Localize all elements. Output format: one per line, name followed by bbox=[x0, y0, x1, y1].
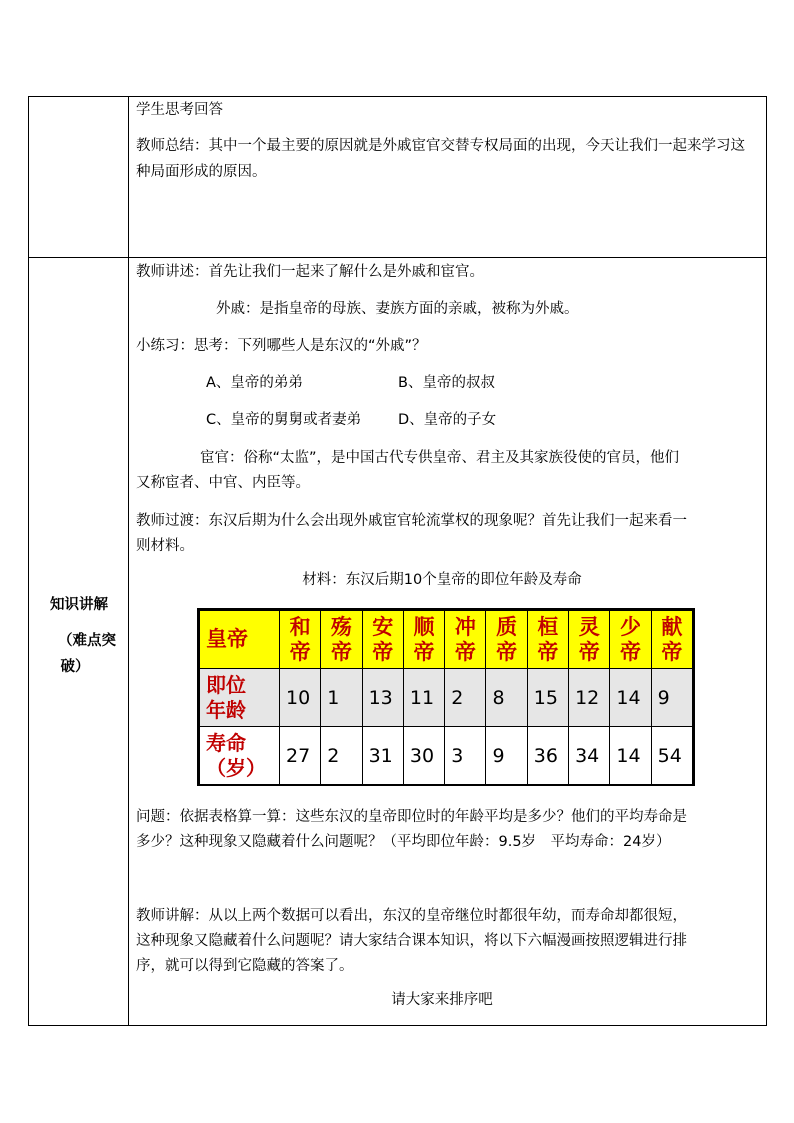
lifespan-label: 寿命 （岁） bbox=[200, 727, 280, 785]
option-b: B、皇帝的叔叔 bbox=[398, 375, 495, 391]
question-line2: 多少？这种现象又隐藏着什么问题呢？（平均即位年龄：9.5岁 平均寿命：24岁） bbox=[136, 834, 671, 850]
section-sublabel-1: （难点突 bbox=[58, 633, 116, 649]
row-divider bbox=[28, 257, 767, 258]
emperor-name: 献 帝 bbox=[651, 611, 692, 669]
table-cell: 10 bbox=[280, 669, 321, 727]
waiqi-definition: 外戚：是指皇帝的母族、妻族方面的亲戚，被称为外戚。 bbox=[216, 301, 579, 317]
option-c: C、皇帝的舅舅或者妻弟 bbox=[206, 412, 362, 428]
option-d: D、皇帝的子女 bbox=[398, 412, 497, 428]
emperor-age-table bbox=[197, 608, 695, 786]
table-cell: 8 bbox=[486, 669, 527, 727]
accession-age-label: 即位 年龄 bbox=[200, 669, 280, 727]
section-label: 知识讲解 bbox=[50, 597, 108, 613]
closing-text: 请大家来排序吧 bbox=[391, 992, 493, 1008]
table-cell: 2 bbox=[445, 669, 486, 727]
lecture-line2: 这种现象又隐藏着什么问题呢？请大家结合课本知识，将以下六幅漫画按照逻辑进行排 bbox=[136, 933, 687, 949]
table-cell: 34 bbox=[569, 727, 610, 785]
table-cell: 2 bbox=[321, 727, 362, 785]
emperor-name: 质 帝 bbox=[486, 611, 527, 669]
exercise-question: 小练习：思考：下列哪些人是东汉的“外戚”？ bbox=[136, 338, 427, 354]
option-a: A、皇帝的弟弟 bbox=[206, 375, 303, 391]
emperor-name: 安 帝 bbox=[362, 611, 403, 669]
table-cell: 54 bbox=[651, 727, 692, 785]
emperor-name: 少 帝 bbox=[610, 611, 651, 669]
table-cell: 9 bbox=[486, 727, 527, 785]
header-label: 皇帝 bbox=[200, 611, 280, 669]
table-cell: 31 bbox=[362, 727, 403, 785]
intro-text: 教师讲述：首先让我们一起来了解什么是外戚和宦官。 bbox=[136, 264, 484, 280]
table-cell: 13 bbox=[362, 669, 403, 727]
huanguan-definition-line2: 又称宦者、中官、内臣等。 bbox=[136, 475, 310, 491]
table-cell: 30 bbox=[403, 727, 444, 785]
table-cell: 27 bbox=[280, 727, 321, 785]
table-cell: 36 bbox=[527, 727, 568, 785]
accession-age-row bbox=[200, 669, 693, 727]
lifespan-row bbox=[200, 727, 693, 785]
lesson-table-frame bbox=[28, 96, 767, 1026]
transition-line1: 教师过渡：东汉后期为什么会出现外戚宦官轮流掌权的现象呢？首先让我们一起来看一 bbox=[136, 513, 687, 529]
emperor-name: 灵 帝 bbox=[569, 611, 610, 669]
table-cell: 15 bbox=[527, 669, 568, 727]
huanguan-definition-line1: 宦官：俗称“太监”，是中国古代专供皇帝、君主及其家族役使的官员，他们 bbox=[200, 450, 680, 466]
table-cell: 11 bbox=[403, 669, 444, 727]
emperor-name: 冲 帝 bbox=[445, 611, 486, 669]
table-cell: 9 bbox=[651, 669, 692, 727]
table-cell: 14 bbox=[610, 669, 651, 727]
table-cell: 14 bbox=[610, 727, 651, 785]
material-title: 材料：东汉后期10个皇帝的即位年龄及寿命 bbox=[302, 572, 582, 588]
column-divider bbox=[128, 96, 129, 1026]
teacher-summary-text: 教师总结：其中一个最主要的原因就是外戚宦官交替专权局面的出现，今天让我们一起来学习这种局面形成的原因。 bbox=[136, 138, 745, 180]
transition-line2: 则材料。 bbox=[136, 538, 194, 554]
student-answer-text: 学生思考回答 bbox=[136, 102, 223, 118]
lecture-line1: 教师讲解：从以上两个数据可以看出，东汉的皇帝继位时都很年幼，而寿命却都很短， bbox=[136, 908, 687, 924]
table-cell: 12 bbox=[569, 669, 610, 727]
emperor-name: 殇 帝 bbox=[321, 611, 362, 669]
lecture-line3: 序，就可以得到它隐藏的答案了。 bbox=[136, 958, 354, 974]
question-line1: 问题：依据表格算一算：这些东汉的皇帝即位时的年龄平均是多少？他们的平均寿命是 bbox=[136, 809, 687, 825]
emperor-name: 顺 帝 bbox=[403, 611, 444, 669]
section-sublabel-2: 破） bbox=[60, 659, 90, 675]
table-header-row bbox=[200, 611, 693, 669]
emperor-name: 和 帝 bbox=[280, 611, 321, 669]
table-cell: 3 bbox=[445, 727, 486, 785]
table-cell: 1 bbox=[321, 669, 362, 727]
emperor-name: 桓 帝 bbox=[527, 611, 568, 669]
